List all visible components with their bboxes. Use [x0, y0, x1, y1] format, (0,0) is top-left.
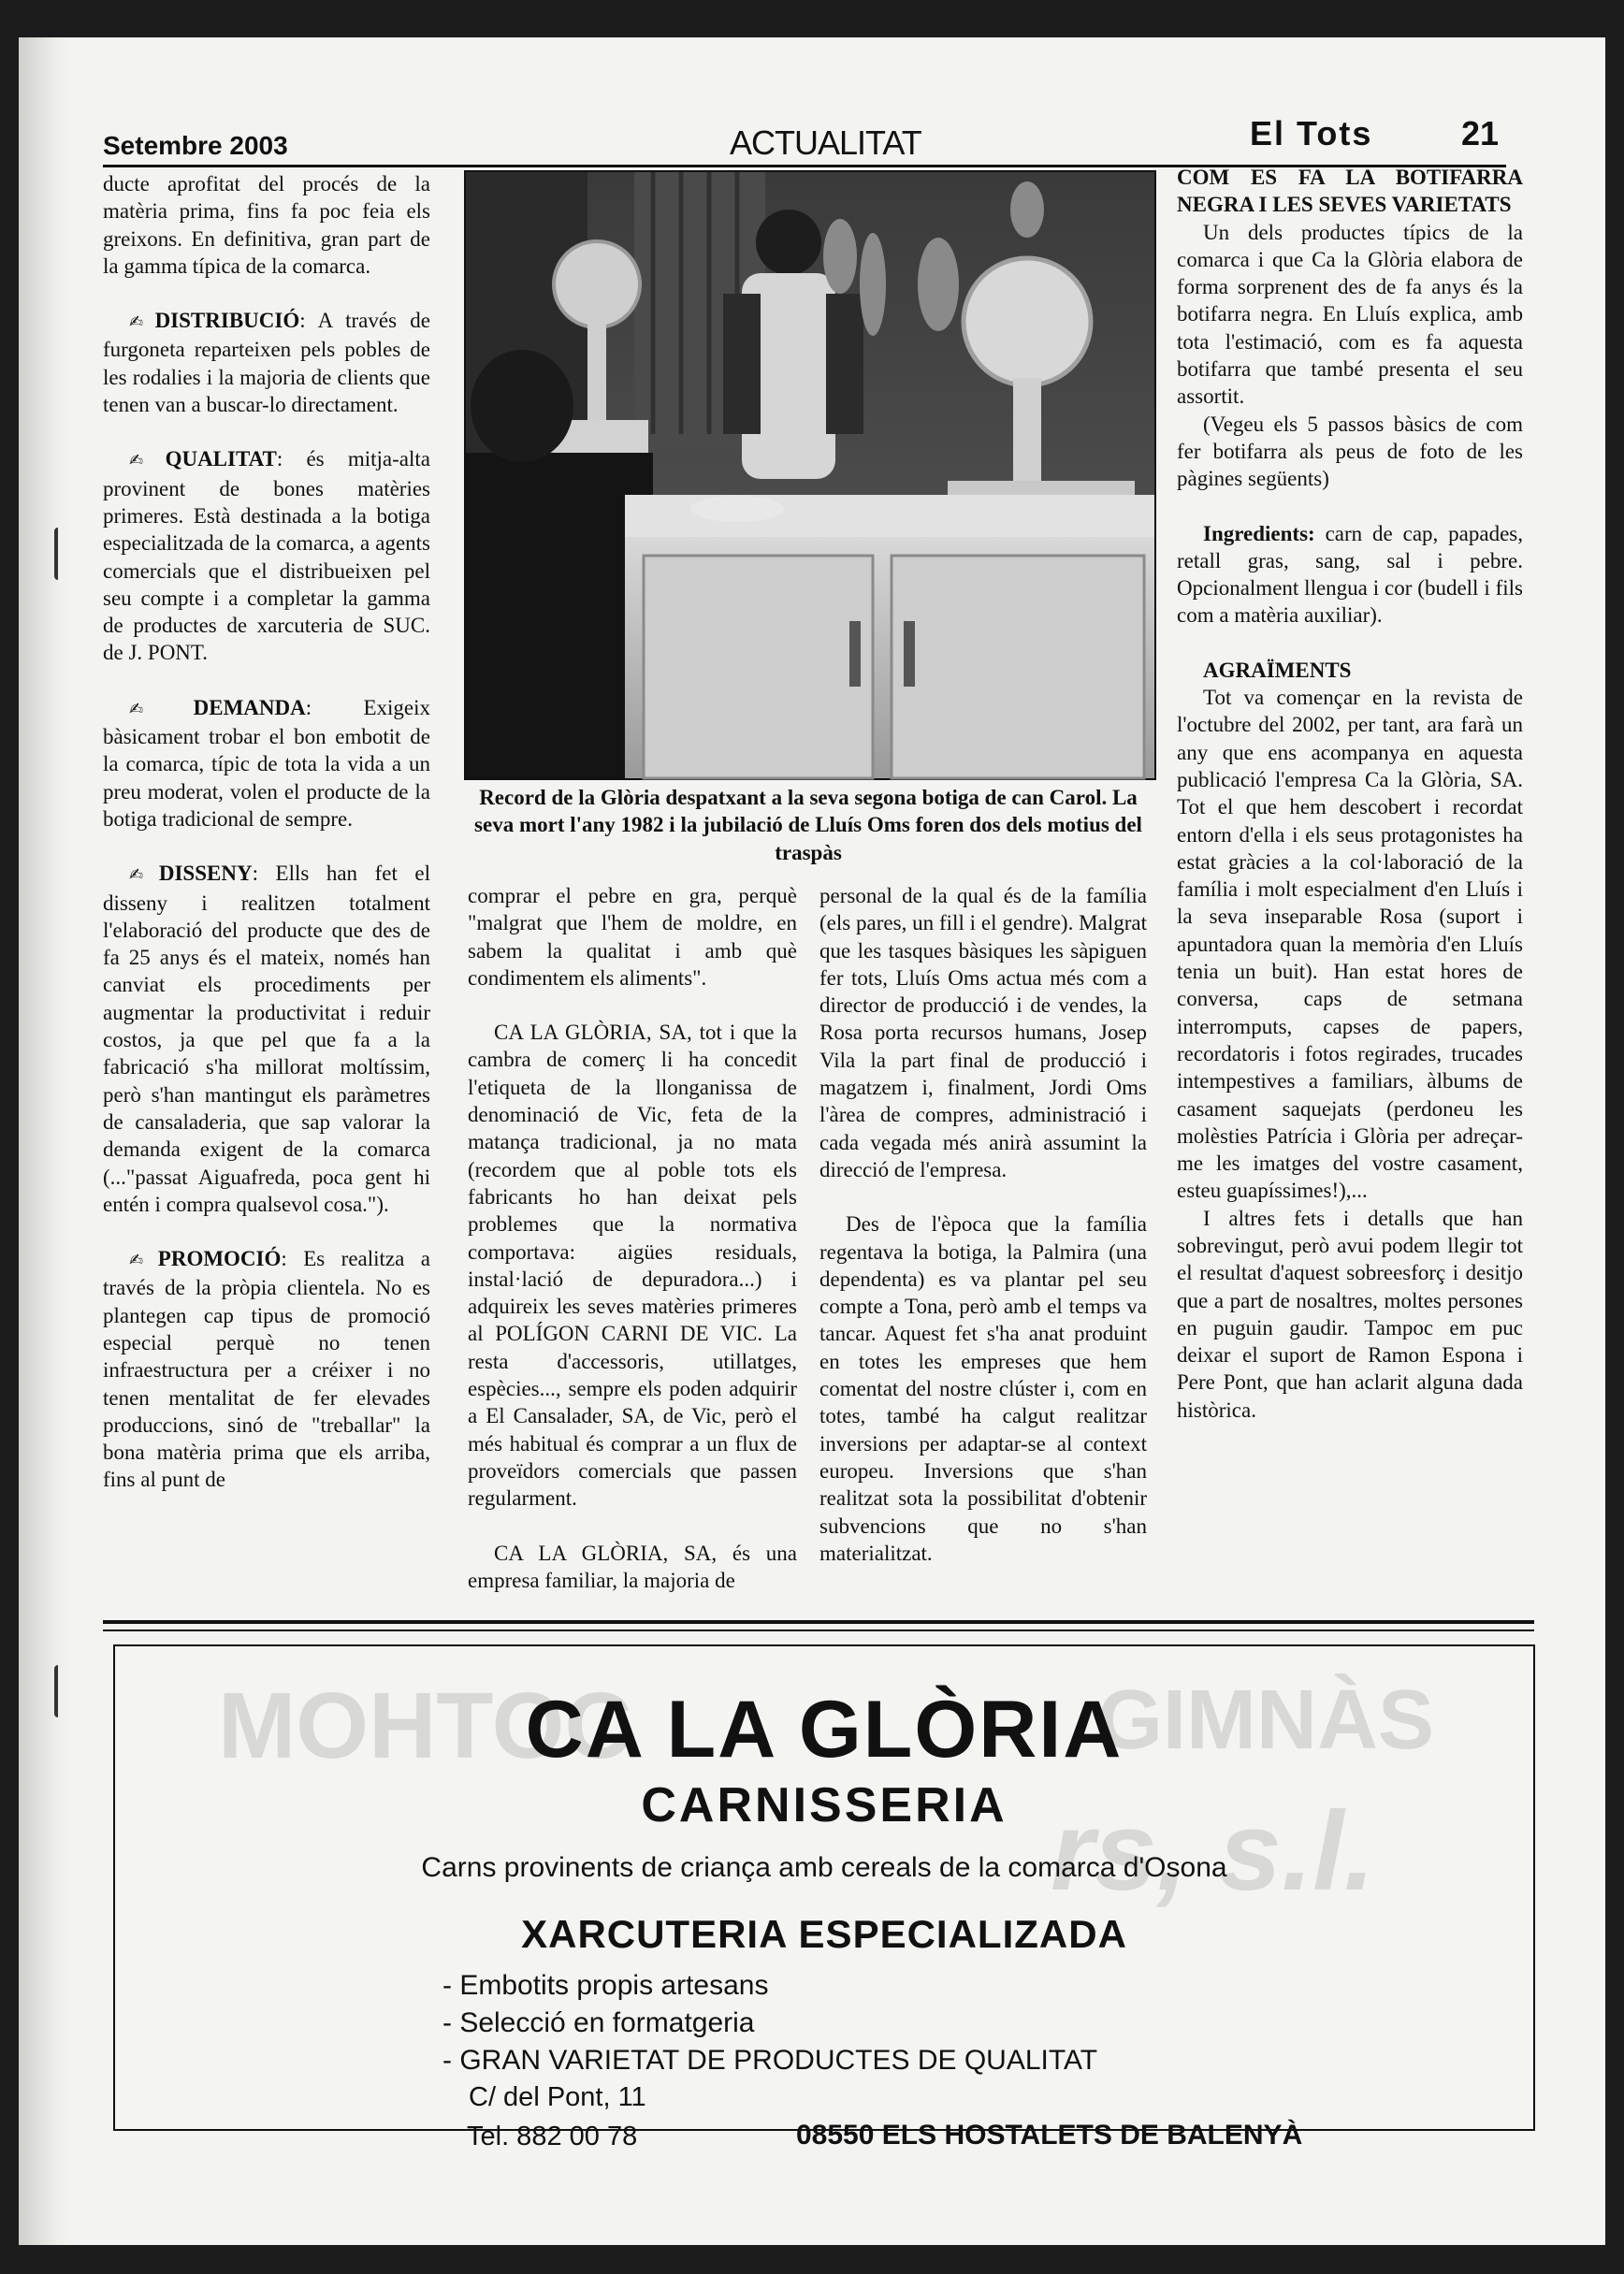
issue-date: Setembre 2003	[103, 131, 288, 160]
xarcuteria-heading: XARCUTERIA ESPECIALIZADA	[521, 1912, 1127, 1956]
paragraph-qualitat: ✍ QUALITAT: és mitja-alta provinent de bones matèries primeres. Està destinada a la botiga especialitzada de la comarca, a agents comercials que el distribueixen pel seu compte i a completar la gamma de productes de xarcuteria de SUC. de J. PONT.	[103, 447, 430, 665]
paragraph: Tot va començar en la revista de l'octubre del 2002, per tant, ara farà un any que ens acompanya en aquesta publicació l'empresa Ca la Glòria, SA. Tot el que hem descobert i recordat entorn d'ella i els seus protagonistes ha estat gràcies a la col·laboració de la família i molt especialment d'en Lluís i la seva inseparable Rosa (suport i apuntadora quan la memòria d'en Lluís tenia un buit). Han estat hores de conversa, caps de setmana interromputs, capses de papers, recordatoris i fotos regirades, trucades intempestives a familiars, àlbums de casament saquejats (perdoneu les molèsties Patrícia i Glòria per adreçar-me les imatges del vostre casament, esteu guapíssimes!),...	[1177, 686, 1523, 1203]
paragraph: CA LA GLÒRIA, SA, tot i que la cambra de comerç li ha concedit l'etiqueta de la llonganissa de denominació de Vic, feta de la matança tradicional, ja no mata (recordem que al poble tots els fabricants ho han deixat pels problemes que la normativa comportava: aigües residuals, instal·lació de depuradora...) i adquireix les seves matèries primeres al POLÍGON CARNI DE VIC. La resta d'accessoris, utillatges, espècies..., sempre els poden adquirir a El Cansalader, SA, de Vic, però el més habitual és comprar a un flux de proveïdors comercials que passen regularment.	[468, 1021, 797, 1511]
paragraph-disseny: ✍ DISSENY: Ells han fet el disseny i realitzen totalment l'elaboració del producte que des de fa 25 anys és el mateix, només han canviat els procediments per augmentar la productivitat i reduir costos, ja que pel que fa a la fabricació s'ha millorat moltíssim, però s'han mantingut els paràmetres de cansaladeria, que sap valorar la demanda exigent de la comarca (..."passat Aiguafreda, poca gent hi entén i compra qualsevol cosa.").	[103, 862, 430, 1216]
paragraph-distribucio: ✍ DISTRIBUCIÓ: A través de furgoneta reparteixen pels pobles de les rodalies i la majoria de clients que tenen van a buscar-lo directament.	[103, 309, 430, 417]
sidebar-heading: COM ES FA LA BOTIFARRA NEGRA I LES SEVES VARIETATS	[1177, 166, 1523, 217]
binding-mark	[54, 528, 64, 580]
list-item: - Embotits propis artesans	[442, 1970, 769, 2001]
bleed-through-text: rs, s.l.	[1051, 1789, 1375, 1914]
section-title: ACTUALITAT	[730, 123, 921, 162]
paragraph: Un dels productes típics de la comarca i que Ca la Glòria elabora de forma sorprenent des de fa anys és la botifarra negra. En Lluís explica, amb tota l'estimació, com es fa aquesta botifarra que també presenta el seu assortit.	[1177, 220, 1523, 409]
ad-rule	[103, 1620, 1534, 1624]
shop-type: CARNISSERIA	[641, 1778, 1008, 1832]
shop-description: Carns provinents de criança amb cereals de la comarca d'Osona	[421, 1852, 1227, 1883]
article-column-2	[468, 882, 797, 1594]
bleed-through-text: MOHTOC	[218, 1673, 632, 1778]
paragraph-demanda: ✍ DEMANDA: Exigeix bàsicament trobar el bon embotit de la comarca, típic de tota la vida a un preu moderat, volen el producte de la botiga tradicional de sempre.	[103, 695, 430, 831]
paragraph: I altres fets i detalls que han sobrevingut, però avui podem llegir tot el resultat d'aquest sobreesforç i desitjo que a part de nosaltres, moltes persones en puguin gaudir. Tampoc em puc deixar el suport de Ramon Espona i Pere Pont, que han aclarit alguna dada històrica.	[1177, 1206, 1523, 1422]
article-column-3	[819, 882, 1147, 1567]
pen-icon: ✍	[129, 1251, 154, 1271]
paragraph-promocio: ✍ PROMOCIÓ: Es realitza a través de la pròpia clientela. No es plantegen cap tipus de promoció especial perquè no tenen infraestructura per a créixer i no tenen mentalitat de fer elevades produccions, sinó de "treballar" la bona matèria prima que els arriba, fins al punt de	[103, 1247, 430, 1492]
paragraph: comprar el pebre en gra, perquè "malgrat que l'hem de moldre, en sabem la qualitat i amb què condimentem els aliments".	[468, 884, 797, 990]
bleed-through-text: GIMNÀS	[1097, 1673, 1434, 1767]
shop-city: 08550 ELS HOSTALETS DE BALENYÀ	[796, 2120, 1303, 2151]
pen-icon: ✍	[129, 451, 162, 471]
paragraph: (Vegeu els 5 passos bàsics de com fer botifarra als peus de foto de les pàgines següents)	[1177, 412, 1523, 491]
magazine-name: El Tots	[1250, 114, 1373, 152]
binding-mark	[54, 1665, 64, 1717]
list-item: - Selecció en formatgeria	[442, 2007, 755, 2038]
product-list	[442, 1967, 1097, 2079]
shop-address: C/ del Pont, 11	[469, 2082, 646, 2112]
butcher-shop-photo	[464, 170, 1156, 780]
list-item: - GRAN VARIETAT DE PRODUCTES DE QUALITAT	[442, 2045, 1098, 2076]
pen-icon: ✍	[129, 865, 155, 886]
article-column-4	[1177, 164, 1523, 1424]
paragraph: ducte aprofitat del procés de la matèria prima, fins fa poc feia els greixons. En definitiva, gran part de la gamma típica de la comarca.	[103, 172, 430, 278]
shop-name: CA LA GLÒRIA	[525, 1685, 1124, 1774]
photo-caption: Record de la Glòria despatxant a la seva segona botiga de can Carol. La seva mort l'any 1982 i la jubilació de Lluís Oms foren dos dels motius del traspàs	[474, 786, 1142, 864]
advertisement-ca-la-gloria	[113, 1644, 1535, 2151]
page-number: 21	[1461, 114, 1500, 152]
ingredients-paragraph: Ingredients: carn de cap, papades, retall gras, sang, sal i pebre. Opcionalment llengua i cor (budell i fils com a matèria auxiliar).	[1177, 521, 1523, 628]
page-spine	[19, 37, 75, 2245]
paragraph: personal de la qual és de la família (els pares, un fill i el gendre). Malgrat que les tasques bàsiques les sàpiguen fer tots, Lluís Oms actua més com a director de producció i de vendes, la Rosa porta recursos humans, Josep Vila la part final de producció i magatzem i, finalment, Jordi Oms l'àrea de compres, administració i cada vegada més anirà assumint la direcció de l'empresa.	[819, 884, 1147, 1181]
shop-phone: Tel. 882 00 78	[467, 2122, 638, 2151]
article-column-1	[103, 170, 430, 1494]
pen-icon: ✍	[129, 312, 152, 333]
photo-image	[466, 172, 1154, 778]
pen-icon: ✍	[129, 699, 190, 719]
acknowledgements-heading: AGRAÏMENTS	[1203, 658, 1352, 682]
page-header	[103, 77, 1506, 163]
ad-rule	[103, 1629, 1534, 1631]
paragraph: Des de l'època que la família regentava la botiga, la Palmira (una dependenta) es va plantar pel seu compte a Tona, però amb el temps va tancar. Aquest fet s'ha anat produint en totes les empreses que hem comentat del nostre clúster i, com en totes, també ha calgut realitzar inversions per adaptar-se al context europeu. Inversions que s'han realitzat sota la possibilitat d'obtenir subvencions que no s'han materialitzat.	[819, 1212, 1147, 1565]
paragraph: CA LA GLÒRIA, SA, és una empresa familiar, la majoria de	[468, 1541, 797, 1592]
